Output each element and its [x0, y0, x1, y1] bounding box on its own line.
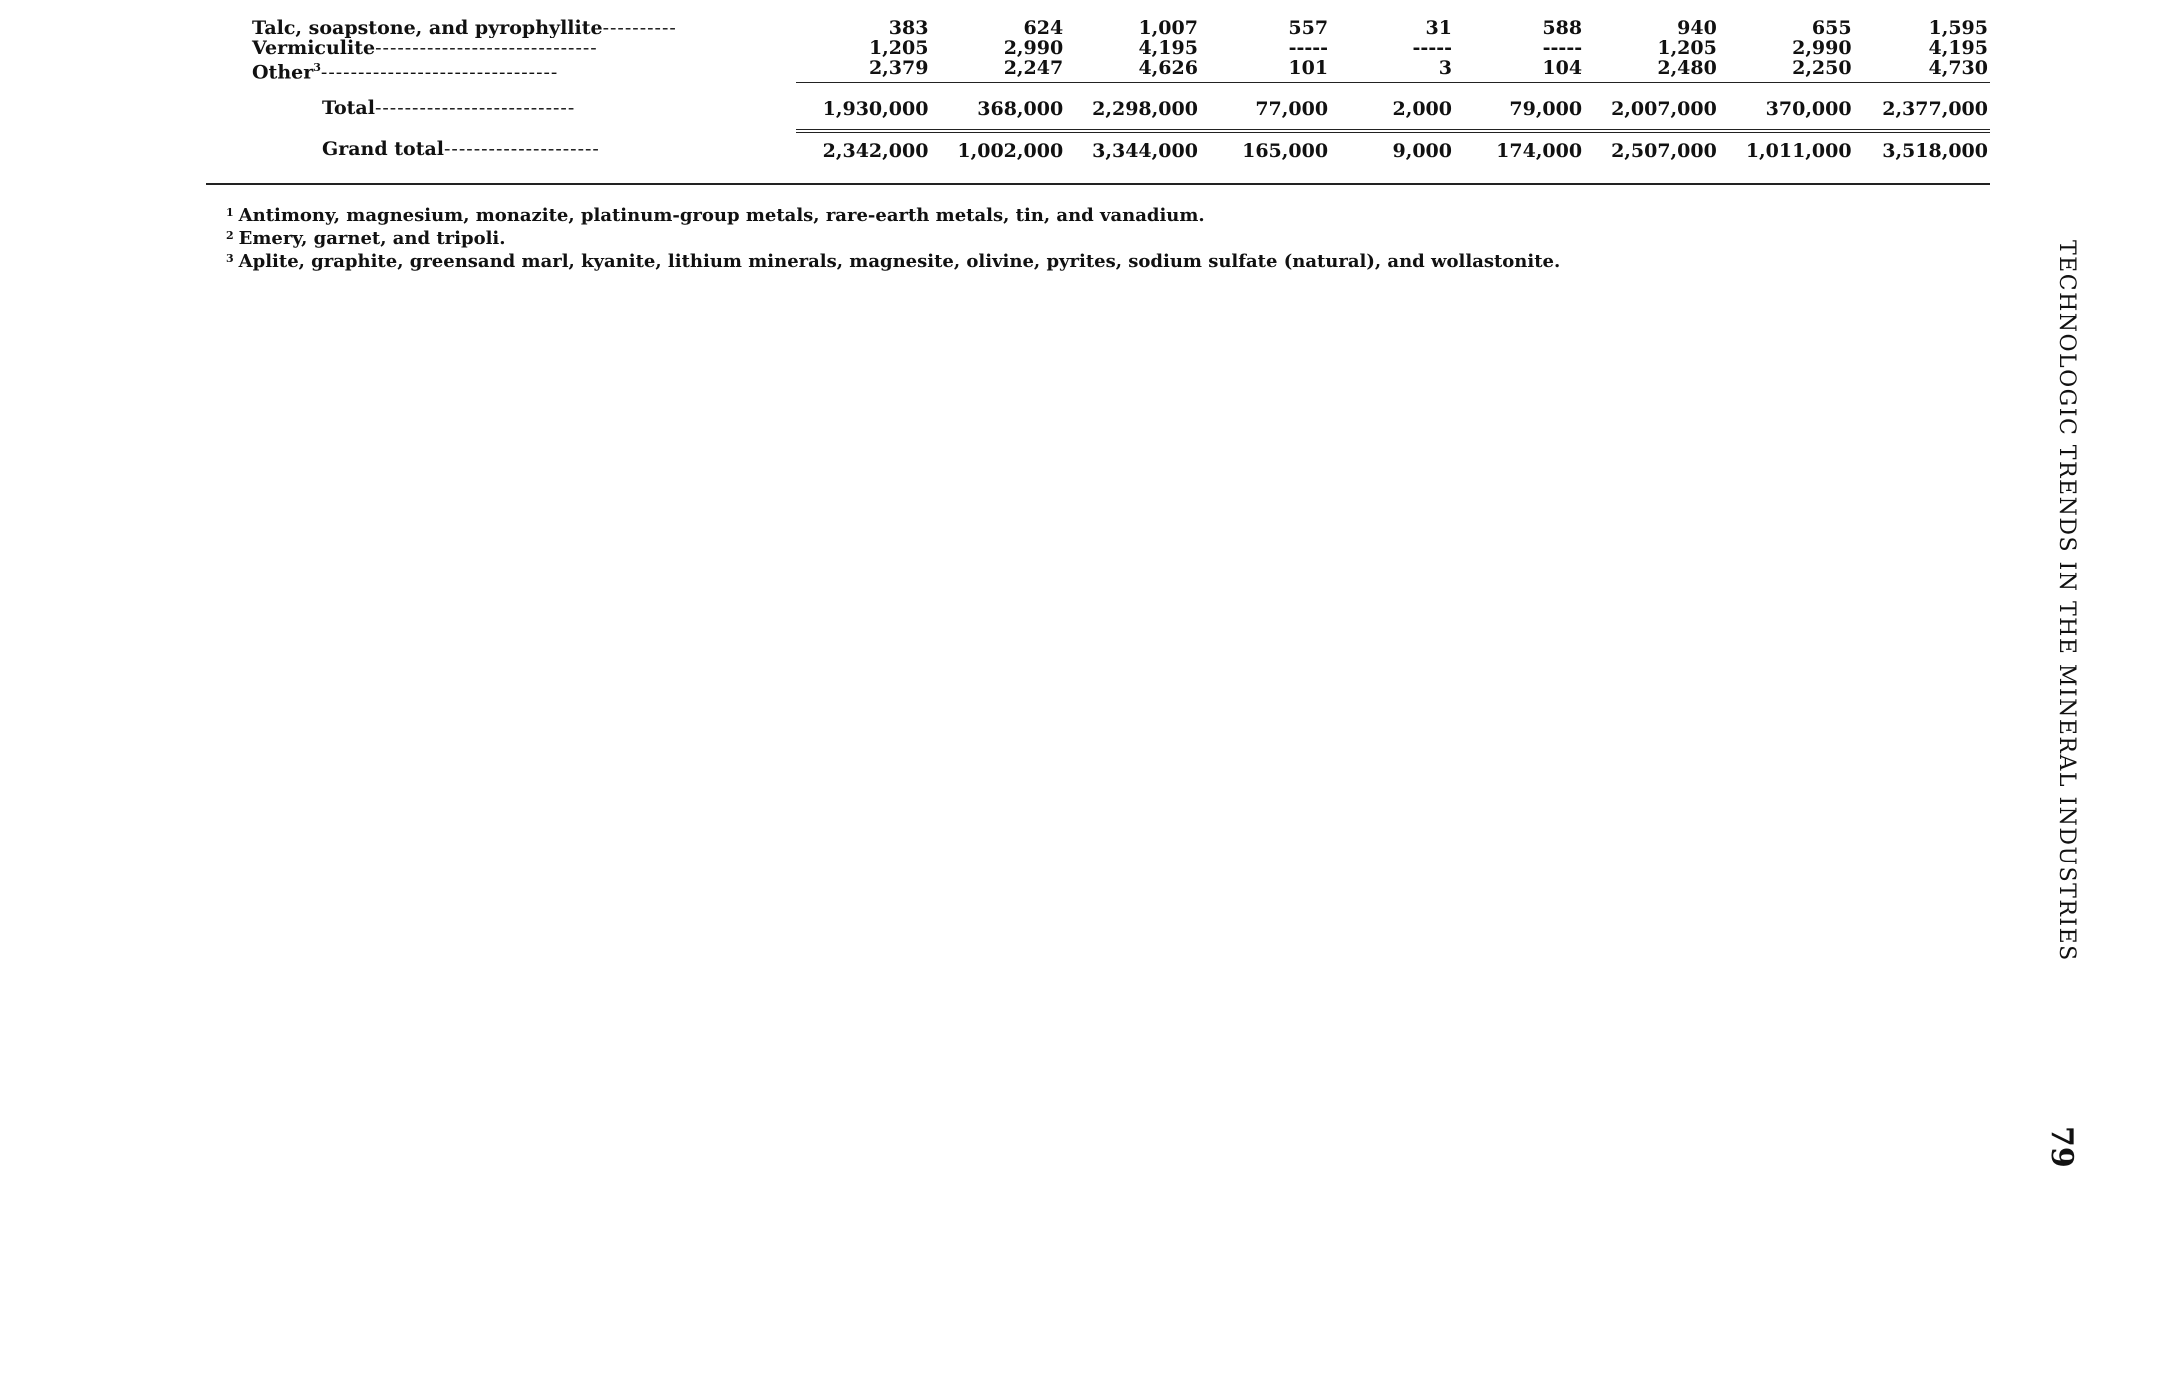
- footnote: [226, 249, 1560, 272]
- table-cell: -----: [1542, 37, 1583, 59]
- table-cell: 383: [888, 17, 929, 39]
- minerals-table-continuation: [206, 18, 1990, 175]
- grand-total-cell: 1,011,000: [1719, 131, 1854, 175]
- footnote-text: Antimony, magnesium, monazite, platinum-group metals, rare-earth metals, tin, and vanadium.: [238, 205, 1205, 226]
- total-cell: 1,930,000: [796, 82, 931, 131]
- table-row: [206, 58, 1990, 82]
- table-cell: 104: [1542, 57, 1583, 79]
- footnote-text: Aplite, graphite, greensand marl, kyanite, lithium minerals, magnesite, olivine, pyrites, sodium sulfate (natural), and wollastonite.: [238, 251, 1561, 272]
- footnote: [226, 203, 1560, 226]
- grand-total-label: Grand total: [322, 137, 445, 160]
- table-cell: 2,247: [1003, 57, 1064, 79]
- table-cell: 1,205: [868, 37, 929, 59]
- table-cell: 1,205: [1657, 37, 1717, 59]
- table-row: [206, 38, 1990, 58]
- row-label: Other: [252, 61, 314, 83]
- table-cell: 101: [1288, 57, 1329, 79]
- grand-total-cell: 3,344,000: [1065, 131, 1200, 175]
- grand-total-row: [206, 131, 1990, 175]
- table-cell: 31: [1425, 17, 1452, 39]
- data-table: [206, 18, 1990, 175]
- table-cell: 588: [1542, 17, 1583, 39]
- row-label: Vermiculite: [252, 38, 376, 58]
- table-cell: 2,480: [1657, 57, 1717, 79]
- total-cell: 77,000: [1200, 82, 1330, 131]
- total-cell: 2,377,000: [1854, 82, 1990, 131]
- grand-total-cell: 3,518,000: [1854, 131, 1990, 175]
- grand-total-cell: 165,000: [1200, 131, 1330, 175]
- table-cell: 2,379: [868, 57, 929, 79]
- total-cell: 2,298,000: [1065, 82, 1200, 131]
- table-cell: 2,990: [1792, 37, 1852, 59]
- table-cell: 655: [1811, 17, 1852, 39]
- grand-total-cell: 2,507,000: [1584, 131, 1719, 175]
- table-cell: 940: [1677, 17, 1717, 39]
- table-cell: 624: [1023, 17, 1064, 39]
- total-cell: 370,000: [1719, 82, 1854, 131]
- table-cell: 1,595: [1928, 17, 1988, 39]
- dot-leader: ---------------------------: [374, 97, 576, 120]
- footnote-mark: 1: [226, 206, 234, 219]
- table-cell: 2,990: [1003, 37, 1064, 59]
- table-cell: -----: [1288, 37, 1329, 59]
- dot-leader: ----------: [602, 18, 677, 38]
- page-number: [2045, 1126, 2085, 1166]
- table-cell: 4,195: [1928, 37, 1988, 59]
- table-row: [206, 18, 1990, 38]
- total-cell: 79,000: [1454, 82, 1584, 131]
- row-label: Talc, soapstone, and pyrophyllite: [252, 18, 603, 38]
- footnote-ref: 3: [313, 61, 321, 74]
- total-label: Total: [322, 97, 375, 120]
- total-row: [206, 82, 1990, 131]
- table-cell: 3: [1438, 57, 1452, 79]
- table-cell: 1,007: [1138, 17, 1198, 39]
- dot-leader: --------------------------------: [320, 61, 559, 83]
- running-head: [2045, 240, 2085, 962]
- grand-total-cell: 1,002,000: [930, 131, 1065, 175]
- running-head-text: TECHNOLOGIC TRENDS IN THE MINERAL INDUSTRIES: [2054, 240, 2079, 962]
- table-bottom-rule: [206, 183, 1990, 185]
- total-cell: 368,000: [930, 82, 1065, 131]
- total-cell: 2,000: [1330, 82, 1454, 131]
- table-cell: 2,250: [1792, 57, 1852, 79]
- page-number-text: 79: [2044, 1126, 2079, 1168]
- grand-total-cell: 2,342,000: [796, 131, 931, 175]
- grand-total-cell: 174,000: [1454, 131, 1584, 175]
- dot-leader: ---------------------: [444, 137, 600, 160]
- table-cell: 4,626: [1138, 57, 1198, 79]
- total-cell: 2,007,000: [1584, 82, 1719, 131]
- table-cell: -----: [1412, 37, 1452, 59]
- footnote: [226, 226, 1560, 249]
- table-cell: 4,730: [1928, 57, 1988, 79]
- table-cell: 4,195: [1138, 37, 1198, 59]
- grand-total-cell: 9,000: [1330, 131, 1454, 175]
- dot-leader: ------------------------------: [375, 38, 598, 58]
- footnote-text: Emery, garnet, and tripoli.: [238, 228, 506, 249]
- footnotes: [226, 203, 1560, 272]
- footnote-mark: 3: [226, 252, 234, 265]
- table-cell: 557: [1288, 17, 1329, 39]
- footnote-mark: 2: [226, 229, 234, 242]
